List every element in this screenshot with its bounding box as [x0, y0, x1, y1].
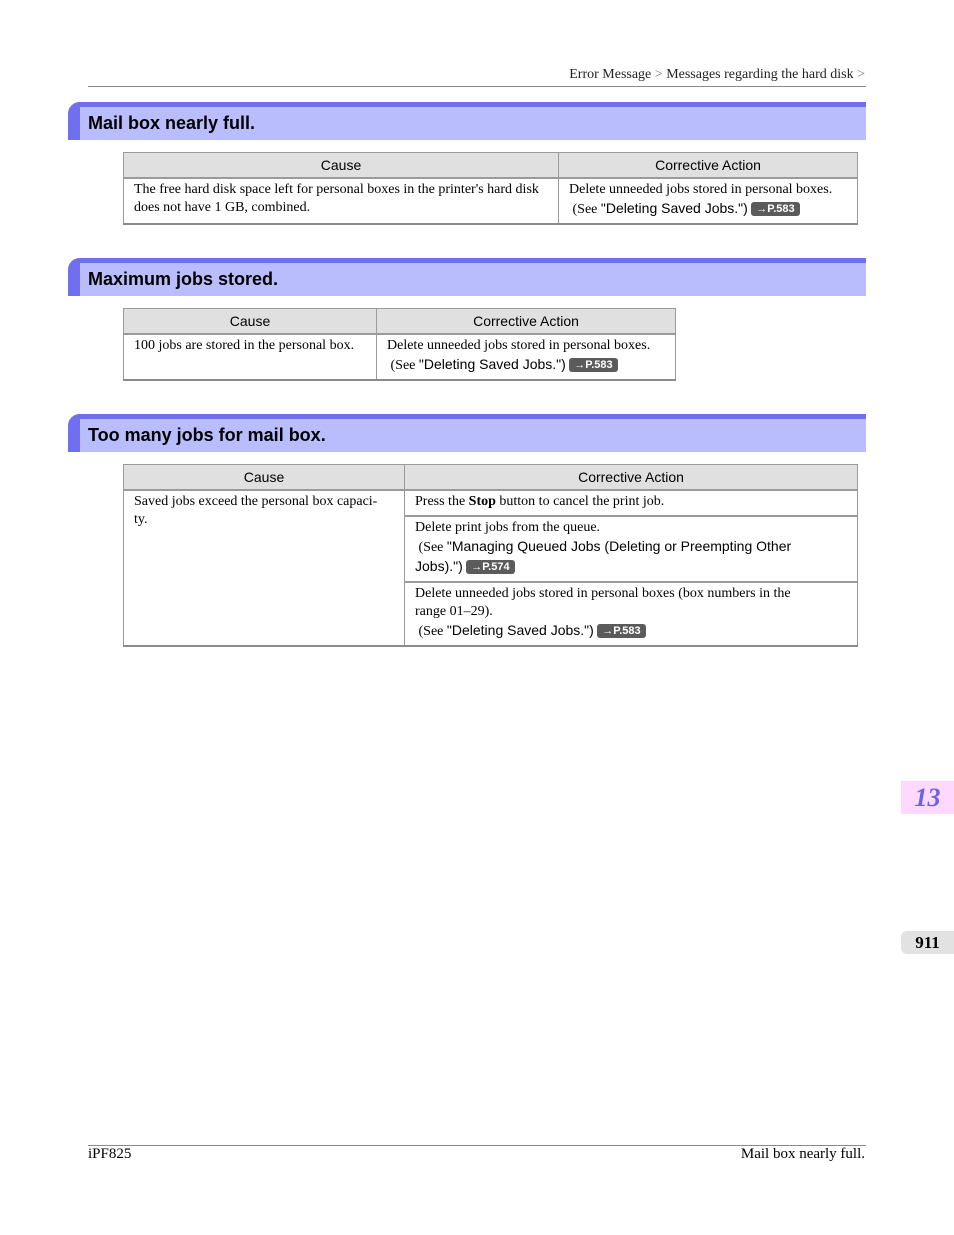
see-prefix: (See — [390, 358, 419, 373]
cause-cell — [124, 490, 405, 646]
breadcrumb-separator: > — [857, 67, 865, 82]
see-prefix: (See — [572, 202, 601, 217]
section-header-mail-box-nearly-full — [68, 102, 866, 140]
section-header-accent — [68, 414, 80, 452]
action-text-line1: Delete unneeded jobs stored in personal boxes (box numbers in the — [415, 586, 791, 601]
page-ref-button[interactable]: →P.574 — [466, 560, 514, 574]
managing-queued-jobs-link-cont[interactable]: Jobs).") — [415, 558, 463, 574]
cause-text: The free hard disk space left for personal boxes in the printer's hard disk does not have 1 GB, combined. — [134, 182, 539, 215]
cause-action-table — [123, 464, 858, 647]
action-post: button to cancel the print job. — [495, 494, 665, 509]
header-rule — [88, 86, 866, 87]
action-text: Delete print jobs from the queue. — [415, 520, 601, 535]
page-number-tab: 911 — [901, 931, 954, 954]
cause-header: Cause — [124, 309, 377, 335]
cause-text-line1: Saved jobs exceed the personal box capaci- — [134, 494, 378, 509]
cause-cell — [124, 334, 377, 380]
section-header-accent — [68, 102, 80, 140]
action-cell-queue — [405, 516, 858, 582]
chapter-tab[interactable]: 13 — [901, 781, 954, 814]
see-prefix: (See — [418, 540, 447, 555]
section-title: Maximum jobs stored. — [88, 269, 279, 289]
section-title: Mail box nearly full. — [88, 113, 256, 133]
cause-text-line2: ty. — [134, 512, 148, 527]
deleting-saved-jobs-link[interactable]: "Deleting Saved Jobs.") — [600, 200, 748, 216]
page-ref-button[interactable]: →P.583 — [569, 358, 617, 372]
breadcrumb-hard-disk-messages[interactable]: Messages regarding the hard disk — [666, 67, 854, 82]
cause-text: 100 jobs are stored in the personal box. — [134, 338, 355, 353]
section-header-too-many-jobs — [68, 414, 866, 452]
deleting-saved-jobs-link[interactable]: "Deleting Saved Jobs.") — [446, 622, 594, 638]
breadcrumb — [569, 67, 865, 83]
cause-header: Cause — [124, 153, 559, 179]
action-cell-delete — [405, 582, 858, 646]
corrective-action-header: Corrective Action — [559, 153, 858, 179]
footer-section-title: Mail box nearly full. — [740, 1146, 865, 1162]
cause-cell — [124, 178, 559, 224]
action-text: Delete unneeded jobs stored in personal boxes. — [387, 338, 651, 353]
action-text-line2: range 01–29). — [415, 604, 493, 619]
cause-action-table — [123, 152, 858, 225]
page-ref-button[interactable]: →P.583 — [751, 202, 799, 216]
cause-header: Cause — [124, 465, 405, 491]
deleting-saved-jobs-link[interactable]: "Deleting Saved Jobs.") — [418, 356, 566, 372]
action-cell-stop — [405, 490, 858, 516]
corrective-action-header: Corrective Action — [377, 309, 676, 335]
section-header-maximum-jobs-stored — [68, 258, 866, 296]
breadcrumb-error-message[interactable]: Error Message — [569, 67, 652, 82]
action-pre: Press the — [415, 494, 469, 509]
breadcrumb-separator: > — [654, 67, 663, 82]
managing-queued-jobs-link[interactable]: "Managing Queued Jobs (Deleting or Preempting Other — [446, 538, 792, 554]
footer-model: iPF825 — [88, 1146, 132, 1162]
page-ref-button[interactable]: →P.583 — [597, 624, 645, 638]
action-cell — [377, 334, 676, 380]
cause-action-table — [123, 308, 676, 381]
stop-button-label: Stop — [468, 494, 496, 509]
action-text: Delete unneeded jobs stored in personal boxes. — [569, 182, 833, 197]
section-header-accent — [68, 258, 80, 296]
see-prefix: (See — [418, 624, 447, 639]
corrective-action-header: Corrective Action — [405, 465, 858, 491]
section-title: Too many jobs for mail box. — [88, 425, 326, 445]
action-cell — [559, 178, 858, 224]
